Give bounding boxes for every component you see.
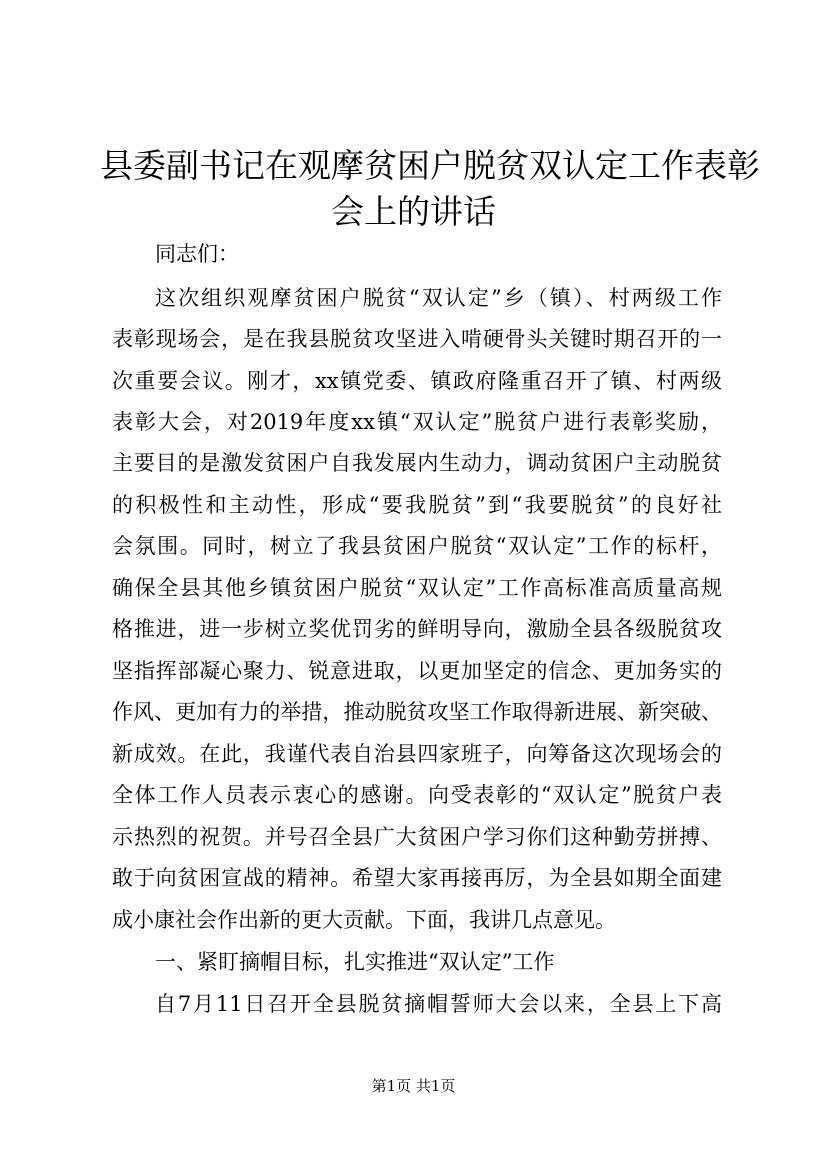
paragraph-line: 作风、更加有力的举措，推动脱贫攻坚工作取得新进展、新突破、 [112, 700, 722, 724]
paragraph-line: 次重要会议。刚才，xx镇党委、镇政府隆重召开了镇、村两级 [112, 369, 722, 393]
paragraph-line: 主要目的是激发贫困户自我发展内生动力，调动贫困户主动脱贫 [112, 451, 722, 475]
paragraph-line: 成小康社会作出新的更大贡献。下面，我讲几点意见。 [112, 908, 616, 932]
paragraph-line: 自7月11日召开全县脱贫摘帽誓师大会以来，全县上下高 [155, 992, 722, 1016]
document-title-line-1: 县委副书记在观摩贫困户脱贫双认定工作表彰 [100, 146, 760, 185]
paragraph-line: 敢于向贫困宣战的精神。希望大家再接再厉，为全县如期全面建 [112, 866, 722, 890]
paragraph-line: 全体工作人员表示衷心的感谢。向受表彰的“双认定”脱贫户表 [112, 783, 722, 807]
paragraph-line: 这次组织观摩贫困户脱贫“双认定”乡（镇）、村两级工作 [155, 286, 722, 310]
paragraph-line: 坚指挥部凝心聚力、锐意进取，以更加坚定的信念、更加务实的 [112, 659, 722, 683]
section-heading: 一、紧盯摘帽目标，扎实推进“双认定”工作 [155, 950, 555, 974]
paragraph-line: 格推进，进一步树立奖优罚劣的鲜明导向，激励全县各级脱贫攻 [112, 617, 722, 641]
paragraph-line: 的积极性和主动性，形成“要我脱贫”到“我要脱贫”的良好社 [112, 493, 722, 517]
salutation: 同志们： [155, 242, 239, 266]
paragraph-line: 示热烈的祝贺。并号召全县广大贫困户学习你们这种勤劳拼搏、 [112, 825, 722, 849]
paragraph-line: 新成效。在此，我谨代表自治县四家班子，向筹备这次现场会的 [112, 742, 722, 766]
paragraph-line: 表彰现场会，是在我县脱贫攻坚进入啃硬骨头关键时期召开的一 [112, 327, 722, 351]
page-footer: 第1页 共1页 [371, 1077, 456, 1095]
paragraph-line: 确保全县其他乡镇贫困户脱贫“双认定”工作高标准高质量高规 [112, 576, 722, 600]
paragraph-line: 表彰大会，对2019年度xx镇“双认定”脱贫户进行表彰奖励， [112, 410, 722, 434]
document-title-line-2: 会上的讲话 [331, 192, 496, 231]
paragraph-line: 会氛围。同时，树立了我县贫困户脱贫“双认定”工作的标杆， [112, 534, 722, 558]
